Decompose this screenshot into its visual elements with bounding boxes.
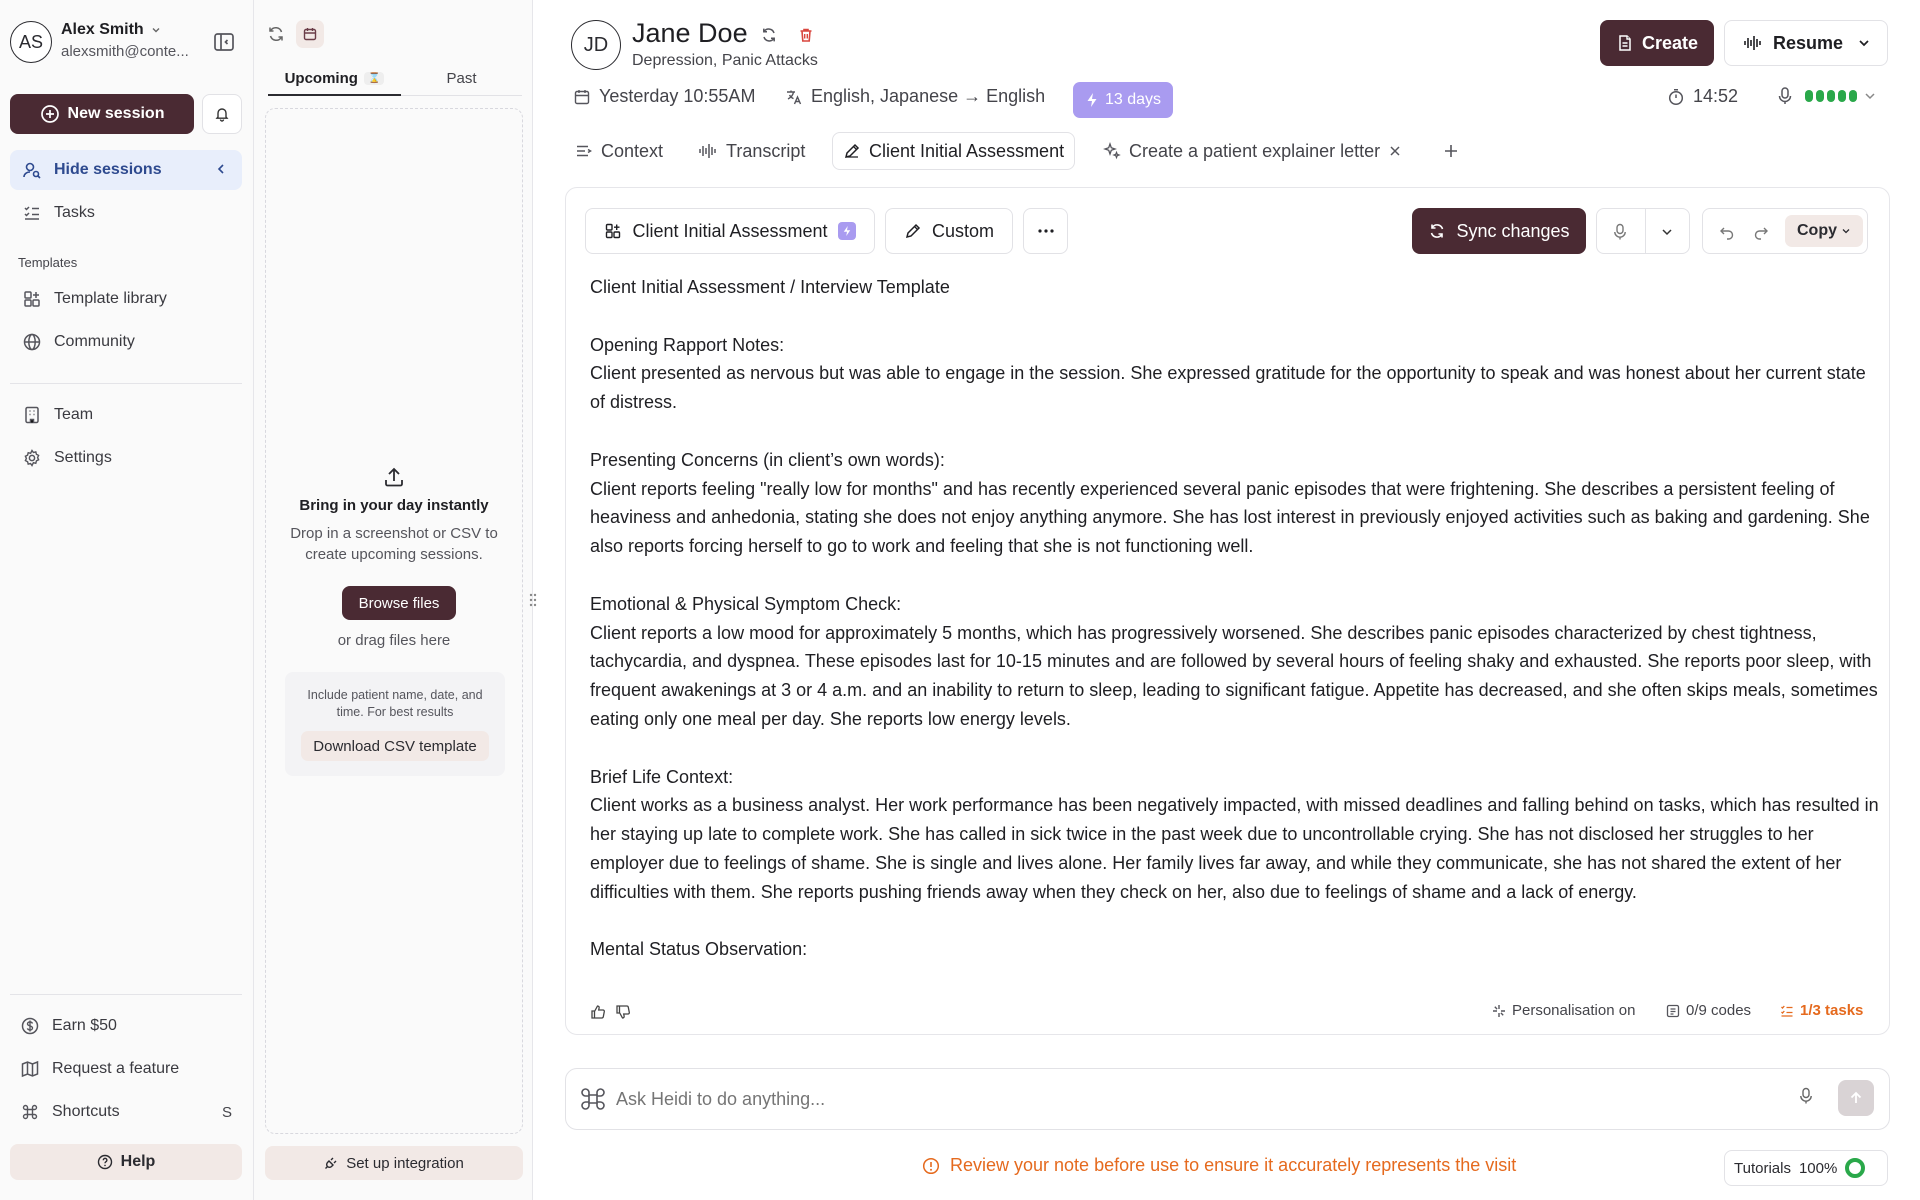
dictation-divider (1645, 209, 1646, 253)
tutorials-label: Tutorials (1734, 1159, 1791, 1177)
personalisation-icon (1492, 1004, 1506, 1018)
days-badge-text: 13 days (1104, 91, 1162, 108)
personalisation-label: Personalisation on (1512, 1002, 1636, 1019)
calendar-button[interactable] (296, 20, 324, 48)
note-content[interactable] (590, 273, 1880, 985)
mic-level-dot (1827, 90, 1835, 102)
account-switcher[interactable] (61, 21, 162, 39)
sidebar-item-team[interactable] (10, 395, 242, 435)
codes-label: 0/9 codes (1686, 1002, 1752, 1019)
tab-letter-label: Create a patient explainer letter (1129, 140, 1381, 161)
chevron-left-icon (214, 162, 228, 176)
mic-level-dot (1805, 90, 1813, 102)
section-body: Client reports feeling "really low for months" and has recently experienced several panic episodes that were frightening. She describes a persistent feeling of heaviness and anhedonia, stating she does not enjoy anything anymore. She has lost interest in previously enjoyed activities such as baking and gardening. She also reports forcing herself to go to work and feeling that she is not functioning well. (590, 478, 1870, 557)
patient-name[interactable]: Jane Doe (632, 18, 748, 48)
setup-integration-button[interactable] (265, 1146, 523, 1180)
sidebar-item-tasks[interactable] (10, 193, 242, 233)
help-label: Help (120, 1153, 156, 1170)
language-text: English, Japanese → English (811, 86, 1046, 106)
resume-button[interactable] (1724, 20, 1888, 66)
microphone-icon[interactable] (1613, 223, 1627, 241)
waveform-icon (1743, 34, 1763, 52)
note-section (590, 331, 1880, 417)
progress-ring-icon (1845, 1158, 1865, 1178)
sidebar (0, 0, 254, 1200)
session-date[interactable] (573, 86, 755, 107)
chevron-down-icon (1841, 226, 1851, 236)
note-section (590, 273, 1880, 302)
new-session-button[interactable] (10, 94, 194, 134)
add-tab-icon[interactable] (1441, 141, 1461, 161)
globe-icon (22, 332, 42, 352)
stopwatch-icon (1667, 88, 1685, 106)
note-title: Client Initial Assessment / Interview Template (590, 277, 950, 297)
avatar-initials: AS (18, 31, 43, 52)
copy-label: Copy (1797, 222, 1837, 239)
arrow-up-icon (1848, 1090, 1864, 1106)
sync-icon (1428, 222, 1446, 240)
create-button[interactable] (1600, 20, 1714, 66)
sparkle-icon (1103, 142, 1121, 160)
mic-level-dot (1849, 90, 1857, 102)
patient-initials: JD (583, 33, 609, 56)
days-badge[interactable] (1073, 82, 1173, 118)
review-warning-text: Review your note before use to ensure it accurately represents the visit (950, 1155, 1517, 1175)
document-icon (1616, 34, 1634, 52)
tab-upcoming[interactable] (268, 62, 401, 96)
swap-patient-icon[interactable] (760, 26, 778, 44)
dictation-group (1596, 208, 1690, 254)
ellipsis-icon (1037, 228, 1055, 234)
user-name: Alex Smith (61, 21, 144, 38)
trash-icon[interactable] (797, 26, 815, 44)
sidebar-item-template-library[interactable] (10, 279, 242, 319)
note-section (590, 590, 1880, 734)
new-session-label: New session (67, 105, 165, 122)
patient-conditions[interactable]: Depression, Panic Attacks (632, 52, 818, 69)
section-heading: Presenting Concerns (in client’s own words): (590, 449, 945, 470)
tab-context[interactable] (575, 132, 663, 170)
sidebar-divider (10, 383, 242, 384)
tab-past-label: Past (446, 70, 477, 87)
thumbs-down-icon[interactable] (615, 1004, 631, 1020)
mic-level-dot (1816, 90, 1824, 102)
create-label: Create (1641, 32, 1699, 53)
calendar-icon (573, 88, 591, 106)
panel-resize-handle[interactable] (528, 591, 538, 609)
language-selector[interactable] (785, 86, 1045, 107)
custom-button[interactable] (885, 208, 1013, 254)
hide-sessions-button[interactable] (10, 150, 242, 190)
tab-cia-label: Client Initial Assessment (869, 140, 1065, 161)
template-icon (604, 222, 622, 240)
user-search-icon (22, 160, 42, 180)
section-body: Client reports a low mood for approximately 5 months, which has progressively worsened. She describes panic episodes characterized by chest tightness, tachycardia, and dyspnea. These episodes last for 10-15 minutes and are followed by several hours of feeling shaky and exhausted. She reports poor sleep, with frequent awakenings at 3 or 4 a.m. and an inability to return to sleep, leading to significant fatigue. Appetite has decreased, and she often skips meals, sometimes eating only one meal per day. She reports low energy levels. (590, 622, 1878, 729)
user-email: alexsmith@conte... (61, 43, 189, 60)
section-heading: Brief Life Context: (590, 766, 734, 787)
dollar-circle-icon (20, 1016, 40, 1036)
drag-files-text: or drag files here (337, 632, 451, 649)
sidebar-item-community[interactable] (10, 322, 242, 362)
calendar-icon (302, 26, 318, 42)
help-button[interactable] (10, 1144, 242, 1180)
mic-level-meter (1805, 90, 1857, 102)
review-warning (922, 1155, 1516, 1176)
hide-sessions-label: Hide sessions (54, 161, 162, 178)
codes-icon (1666, 1004, 1680, 1018)
templates-heading: Templates (18, 255, 78, 270)
refresh-icon[interactable] (266, 24, 286, 44)
list-check-icon (1780, 1004, 1794, 1018)
help-icon (97, 1154, 113, 1170)
plug-icon (324, 1156, 338, 1170)
template-library-label: Template library (54, 290, 167, 307)
tab-past[interactable] (401, 62, 522, 96)
request-feature-label: Request a feature (52, 1060, 180, 1077)
list-check-icon (22, 203, 42, 223)
tab-upcoming-label: Upcoming (284, 69, 358, 87)
collapse-sidebar-icon[interactable] (212, 30, 236, 54)
chevron-down-icon[interactable] (1660, 225, 1674, 239)
avatar[interactable] (10, 21, 52, 63)
team-label: Team (54, 406, 94, 423)
heidi-logo-icon (580, 1086, 606, 1112)
command-icon (20, 1102, 40, 1122)
sessions-panel (254, 0, 533, 1200)
download-csv-button[interactable]: Download CSV template (301, 731, 489, 761)
chevron-down-icon (150, 24, 162, 36)
note-section (590, 763, 1880, 907)
template-name: Client Initial Assessment (632, 220, 828, 241)
drop-title: Bring in your day instantly (299, 497, 489, 514)
shortcuts-label: Shortcuts (52, 1103, 120, 1120)
section-body: Client works as a business analyst. Her work performance has been negatively impacted, with missed deadlines and falling behind on tasks, which has resulted in her staying up late to complete work. She has called in sick twice in the past week due to uncontrollable crying. She has not disclosed her struggles to her employer due to feelings of shame. She is single and lives alone. Her family lives far away, and while they communicate, she has not shared the extent of her difficulties with them. She reports pushing friends away when they check on her, also due to feelings of shame and a lack of energy. (590, 795, 1879, 902)
sidebar-item-request-feature[interactable] (10, 1049, 242, 1089)
community-label: Community (54, 333, 135, 350)
translate-icon (785, 88, 803, 106)
sync-label: Sync changes (1456, 220, 1570, 241)
redo-icon[interactable] (1753, 224, 1769, 240)
tab-patient-explainer-letter[interactable] (1103, 132, 1402, 170)
sidebar-item-earn[interactable] (10, 1006, 242, 1046)
microphone-icon[interactable] (1799, 1087, 1813, 1105)
timer-text: 14:52 (1693, 86, 1739, 106)
section-body: Client presented as nervous but was able to engage in the session. She expressed gratitude for the opportunity to speak and was honest about her current state of distress. (590, 363, 1866, 413)
custom-label: Custom (931, 220, 994, 241)
tab-transcript-label: Transcript (726, 140, 806, 161)
bolt-icon (1085, 92, 1099, 108)
sidebar-item-settings[interactable] (10, 438, 242, 478)
building-icon (22, 405, 42, 425)
earn-label: Earn $50 (52, 1017, 117, 1034)
close-icon[interactable] (1388, 144, 1402, 158)
note-section (590, 446, 1880, 561)
pencil-icon (904, 222, 922, 240)
note-section (590, 935, 1880, 964)
template-library-icon (22, 289, 42, 309)
setup-integration-label: Set up integration (346, 1154, 464, 1172)
csv-hint-text: Include patient name, date, and time. For best results (307, 688, 483, 719)
section-heading: Emotional & Physical Symptom Check: (590, 593, 902, 614)
more-options-button[interactable] (1023, 208, 1068, 254)
shortcuts-key: S (221, 1103, 232, 1121)
chevron-down-icon[interactable] (1857, 36, 1871, 50)
microphone-icon[interactable] (1776, 86, 1794, 106)
warning-icon (922, 1157, 940, 1175)
mic-level-dot (1838, 90, 1846, 102)
drop-description: Drop in a screenshot or CSV to create upcoming sessions. (290, 525, 498, 563)
tasks-counter[interactable] (1780, 1002, 1863, 1019)
tab-transcript[interactable] (698, 132, 805, 170)
ask-input[interactable] (616, 1082, 1766, 1116)
codes-counter[interactable] (1666, 1002, 1751, 1019)
thumbs-up-icon[interactable] (590, 1004, 606, 1020)
tasks-counter-label: 1/3 tasks (1800, 1002, 1864, 1019)
zoom-level: 100% (1798, 1159, 1838, 1177)
tab-context-label: Context (601, 140, 664, 161)
upload-icon (382, 465, 406, 489)
section-heading: Mental Status Observation: (590, 939, 808, 960)
mic-menu-chevron-icon[interactable] (1863, 89, 1877, 103)
section-heading: Opening Rapport Notes: (590, 334, 785, 355)
notifications-button[interactable] (202, 94, 242, 134)
template-selector[interactable] (585, 208, 875, 254)
tutorials-widget[interactable] (1724, 1150, 1888, 1186)
tasks-label: Tasks (54, 204, 95, 221)
send-button[interactable] (1838, 1080, 1874, 1116)
resume-label: Resume (1773, 32, 1844, 53)
context-icon (575, 142, 593, 160)
bolt-icon (838, 222, 856, 240)
settings-label: Settings (54, 449, 112, 466)
session-timer (1667, 86, 1738, 107)
map-icon (20, 1059, 40, 1079)
sidebar-item-shortcuts[interactable] (10, 1092, 242, 1132)
sync-changes-button[interactable] (1412, 208, 1586, 254)
pencil-icon (843, 142, 861, 160)
personalisation-toggle[interactable] (1492, 1002, 1635, 1019)
hourglass-icon: ⌛ (364, 72, 384, 85)
session-date-text: Yesterday 10:55AM (599, 86, 756, 106)
patient-avatar[interactable] (571, 20, 621, 70)
browse-files-button[interactable]: Browse files (342, 586, 456, 620)
sidebar-divider-bottom (10, 994, 242, 995)
edit-actions-group (1702, 208, 1868, 254)
undo-icon[interactable] (1719, 224, 1735, 240)
copy-button[interactable] (1785, 215, 1863, 247)
gear-icon (22, 448, 42, 468)
waveform-icon (698, 142, 718, 160)
tab-client-initial-assessment[interactable] (832, 132, 1075, 170)
bell-icon (214, 106, 230, 122)
file-dropzone[interactable] (265, 108, 523, 1134)
plus-circle-icon (40, 104, 60, 124)
